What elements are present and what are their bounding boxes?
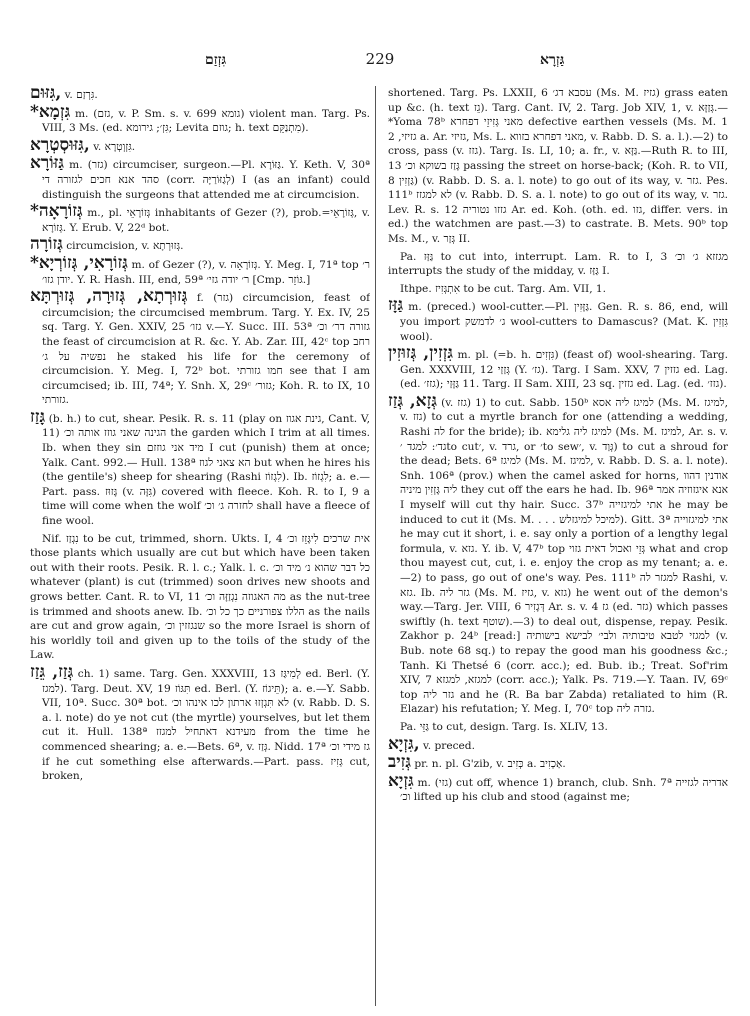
entry-body: m., pl. גְּזוֹרָאֵי inhabitants of Gezer (?), prob.=גְּזוֹרָאֵי, v. גְּזוֹרָא. Y. Erub. V, 22ᵈ bot. [42,207,370,234]
page-number: 229 [365,50,395,68]
entry-headword: גִּזּוּם, [30,86,62,103]
dictionary-entry [388,720,728,735]
entry-body: (b. h.) to cut, shear. Pesik. R. s. 11 (play on גינת אגוז, Cant. V, 11) הגינה שאני גוזז אותה וכ׳ the garden which I trim at all times. Ib. when they sin מיד אני גוזזם I cut (punish) them at once; Yalk. Cant. 992.— Hull. 138ª הא צאני לגוז but when he hires his (the gentile's) sheep for shearing (Rashi לִגְזוֹז). Ib. לִגְזוֹז; a. e.—Part. pass. גָּזוּז (v. גִּזָּה) covered with fleece. Koh. R. to I, 9 a time will come when the wolf לחזרה ג׳ וכ׳ shall have a fleece of fine wool. [42,412,370,528]
entry-headword: *גְּזוֹרָאִי, גְּזוֹרְיָא [30,252,128,273]
entry-body: v. גִּזְוְטְרָא. [89,140,136,153]
dictionary-entry [388,733,728,754]
entry-body: m. of Gezer (?), v. גְּזוֹרָאָה. Y. Meg. I, 71ª top ר׳ יודן גזו׳. Y. R. Hash. III, end, 59ª ר׳ יודה גזי׳ [Cmp. גּוֹזֵר.] [42,258,370,286]
dictionary-entry [30,86,370,103]
dictionary-entry [30,406,370,529]
running-head [0,48,750,74]
dictionary-entry [30,201,370,235]
dictionary-entry [388,752,728,773]
dictionary-entry [30,286,370,408]
entry-body: m. (גזי) cut off, whence 1) branch, club. Snh. 7ª אדריה לגזייה וכ׳ lifted up his club and stood (against me; [400,776,728,804]
entry-body: m. pl. (=b. h. גִּזְזִים) (feast of) wool-shearing. Targ. Gen. XXXVIII, 12 גְּזַזַי (Y. גז׳). Targ. I Sam. XXV, 7 גזזין ed. Lag. (ed. גזז׳); 11 גַּזָּזַי. Targ. II Sam. XIII, 23 sq. גזזין ed. Lag. (ed. גזז׳). [400,349,728,391]
entry-headword: גִּזְזִין, גְּזוּזִין [388,343,454,364]
dictionary-entry [30,532,370,663]
entry-body: m. (preced.) wool-cutter.—Pl. גַּזָּזִין. Gen. R. s. 86, end, will you import ג׳ לדמשק wool-cutters to Damascus? (Mat. K. גִּזְזִין wool). [400,301,728,343]
entry-headword: גָּזַז [30,406,46,427]
left-column [30,86,370,1008]
column-divider [375,86,376,1006]
dictionary-entry [388,282,728,297]
running-head-right: גַּזְרָא [540,52,565,68]
entry-body: circumcision, v. גְּזוּרְתָא. [62,240,184,253]
entry-headword: *גִּזְמָא [30,101,71,122]
entry-headword: גַּזּוֹרָא [30,153,64,174]
entry-body: v. גִּרְזַם. [61,89,98,101]
entry-body: Nif. נִגְזַז to be cut, trimmed, shorn. Ukts. I, 4 אית שרכים לִיגָּזֵז וכ׳ those plants which usually are cut but which have been taken out with their roots. Pesik. R. l. c.; Yalk. l. c. כל דבר שהוא נ׳ מיד וכ׳ whatever (plant) is cut (trimmed) soon drives new shoots and grows better. Cant. R. to VI, 11 מה האגוזה נִגְזַזָּה וכ׳ as the nut-tree is trimmed and shoots anew. Ib. הללו צפורניים כך כל וכ׳ as the nails are cut and grow again, שנגזזין וכ׳ so the more Israel is shorn of his worldly toil and given up to the toils of the study of the Law. [30,532,370,662]
dictionary-entry [30,134,370,155]
dictionary-entry [30,101,370,136]
dictionary-entry [388,390,728,717]
entry-headword: גְּזוּרְתָא, גְּזוּרָה, גְּזוּרְתָּא [30,286,188,307]
dictionary-entry [30,252,370,287]
dictionary-entry [30,153,370,202]
entry-headword: גְּזָא, גְּזַז [388,390,437,411]
entry-headword: גְּזַז, גֵּזַז [30,661,74,682]
dictionary-entry [30,234,370,255]
entry-body: v. preced. [419,739,475,752]
entry-headword: גִּזּוּסְטְרָא, [30,134,90,155]
entry-body: shortened. Targ. Ps. LXXII, 6 עסבא דג׳ (Ms. M. גזיז) grass eaten up &c. (h. text גֵז). Targ. Cant. IV, 2. Targ. Job XIV, 1, v. גְּזַזָּא.—*Yoma 78ᵇ מאני גְּזִיזֵי דפחרא defective earthen vessels (Ms. M. 1 גזיזי, 2 a. Ar. גזיזי, Ms. L. מאני דפחרא בזווא, v. Rabb. D. S. a. l.).—2) to cross, pass (v. גזז). Targ. Is. LI, 10; a. fr., v. גַּזָּא.—Ruth R. to III, 13 גָּזַז בשוקא וכ׳ passing the street on horse-back; (Koh. R. to VII, 8 גַּזְזִין) (v. Rabb. D. S. a. l. note) to go out of its way, v. גזר. Pes. 111ᵇ לא למגזז (v. Rabb. D. S. a. l. note) to go out of its way, v. גזר. Lev. R. s. 12 גזזו נטוריה Ar. ed. Koh. (oth. ed. גזו, differ. vers. in ed.) the watchmen are past.—3) to castrate. B. Mets. 90ᵇ top Ms. M., v. גְּזַר II. [388,87,728,245]
dictionary-entry [388,86,728,247]
entry-headword: גַּזָּז [388,295,404,316]
right-column [388,86,728,1008]
entry-body: (v. גזז) 1) to cut. Sabb. 150ᵇ למיגז ליה אסא (Ms. M. למיגז, v. גזז) to cut a myrtle branch for one (attending a wedding, Rashi לה for the bride); ib. למיגז ליה גלימא (Ms. M. למיגז, Ar. s. v. גד׳: למגד ׳to cut׳, v. גרד, or ׳to sew׳, v. גְּוַד) to cut a shroud for the dead; Bets. 6ª למיגז (Ms. M. למיגז, v. Rabb. D. S. a. l. note). Snh. 106ª (prov.) when the camel asked for horns, אודנין דהוו ליה גָּזְזִין מיניה they cut off the ears he had. Ib. 96ª אנא איגזוזיה אמר I myself will cut thy hair. Succ. 37ᵇ אתי למיגזייה he may be induced to cut it (Ms. M. . . . למיכל למיגזלש). Gitt. 3ª אתי למיגזוייה he may cut it short, i. e. say only a portion of a lengthy legal formula, v. גזא. Y. ib. V, 47ᵇ top גְּזֵי ואכול דאית גזוי what and crop thou mayest cut, cut, i. e. enjoy the crop as my tenant; a. e. —2) to pass, go out of one's way. Pes. 111ᵇ למגזר לה Rashi, v. גזא. Ib. גזר ליה (Ms. M. גזיז, v. גזא) he went out of the demon's way.—Targ. Jer. VIII, 6 דְּגָזִיר Ar. s. v. גז 4 (ed. גזר) which passes swiftly (h. text שוטף).—3) to deal out, dispense, repay. Pesik. Zakhor p. 24ᵇ [read:] למגזי לטבא טיבותיה ולבי׳ לבישא בישותיה (v. Bub. note 68 sq.) to repay the good man his goodness &c.; Tanh. Ki Thetsé 6 (corr. acc.); ed. Bub. ib.; Treat. Sof'rim XIV, 7 למגזא, למגזא (corr. acc.); Yalk. Ps. 719.—Y. Taan. IV, 69ᶜ top גזר ליה and he (R. Ba bar Zabda) retaliated to him (R. Elazar) his refutation; Y. Meg. I, 70ᶜ top גזרה ליה. [400,396,728,716]
dictionary-entry [388,343,728,392]
entry-headword: גִּזְיָא, [388,733,420,754]
running-head-left: גִּזְזַם [205,52,227,68]
dictionary-entry [388,770,728,805]
dictionary-entry [388,250,728,279]
entry-headword: גְּזוֹרָה [30,234,63,255]
entry-body: m. (גזר) circumciser, surgeon.—Pl. גַּזּוֹרָא. Y. Keth. V, 30ª סהד אנא חכים לגזורה די (corr. לְגַזּוֹרַיָּה) I (as an infant) could distinguish the surgeons that attended me at circumcision. [42,159,370,201]
entry-body: f. (גזר) circumcision, feast of circumcision; the circumcised membrum. Targ. Y. Ex. IV, 25 sq. Targ. Y. Gen. XXIV, 25 גזו׳ v.—Y. Succ. III. 53ª גזורה דר׳ וכ׳ the feast of circumcision at R. &c. Y. Ab. Zar. III, 42ᶜ top רחב נפשיה על ג׳ he staked his life for the ceremony of circumcision. Y. Meg. I, 72ᵇ bot. חמו גזורתי see that I am circumcised; ib. III, 74ª; Y. Snh. X, 29ᶜ גזור׳; Koh. R. to IX, 10 גזורתי. [42,292,370,407]
entry-body: Ithpe. אִתְגְּזִיז to be cut. Targ. Am. VII, 1. [400,282,607,295]
entry-body: m. (גזם, v. P. Sm. s. v. גומא 699) violent man. Targ. Ps. VIII, 3 Ms. (ed. גִּזְ׳; גירומא; Levita גוזם; h. text מִתְנַקֵּם). [42,107,370,135]
entry-headword: *גְּזוֹרָאָה [30,201,83,222]
entry-headword: גְּזִיב [388,752,412,773]
entry-body: pr. n. pl. G'zib, v. כְּזִיב a. אַכְזִיב. [411,758,566,771]
entry-body: Pa. גַּזַּז to cut into, interrupt. Lam. R. to I, 3 מגזזא ג׳ וכ׳ interrupts the study of the midday, v. גַּזַּז I. [388,250,728,278]
dictionary-entry [388,295,728,344]
dictionary-entry [30,661,370,784]
entry-body: Pa. גַּזֵּי to cut, design. Targ. Is. XLIV, 13. [400,720,608,733]
entry-body: ch. 1) same. Targ. Gen. XXXVIII, 13 לְמִיגַּז ed. Berl. (Y. למגז). Targ. Deut. XV, 19 תִּגּוֹז ed. Berl. (Y. תֵּיגוֹז); a. e.—Y. Sabb. VII, 10ª. Succ. 30ª bot. לא תִּגְזְזוּ ארתון לכו אינהו וכ׳ (v. Rabb. D. S. a. l. note) do ye not cut (the myrtle) yourselves, but let them cut it. Hull. 138ª מעידנא דאתחיל למגזז from the time he commenced shearing; a. e.—Bets. 6ª, v. גְּזַז. Nidd. 17ª גז מידי וכ׳ if he cut something else afterwards.—Part. pass. גְּזִיז cut, broken, [42,667,370,783]
entry-headword: גִּזְיָא [388,770,414,791]
